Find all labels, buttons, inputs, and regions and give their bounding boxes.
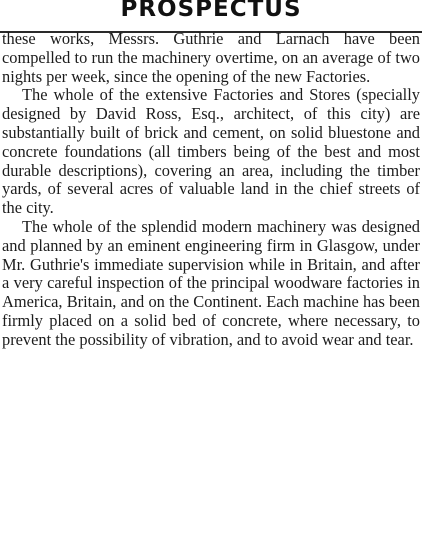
paragraph-factories: The whole of the extensive Factories and Stores (specially designed by David Ross, Esq., architect, of this city) are substantially built of brick and cement, on solid bluestone and concrete foundations (all timbers being of the best and most durable descriptions), covering an area, including the timber yards, of several acres of valuable land in the chief streets of the city.: [2, 85, 420, 218]
article-body: [2, 30, 420, 350]
section-heading: PROSPECTUS: [120, 0, 302, 22]
paragraph-continued: these works, Messrs. Guthrie and Larnach have been compelled to run the machinery overtime, on an average of two nights per week, since the opening of the new Factories.: [2, 29, 420, 86]
paragraph-machinery: The whole of the splendid modern machinery was designed and planned by an eminent engineering firm in Glasgow, under Mr. Guthrie's immediate supervision while in Britain, and after a very careful inspection of the principal woodware factories in America, Britain, and on the Continent. Each machine has been firmly placed on a solid bed of concrete, where necessary, to prevent the possibility of vibration, and to avoid wear and tear.: [2, 216, 420, 349]
